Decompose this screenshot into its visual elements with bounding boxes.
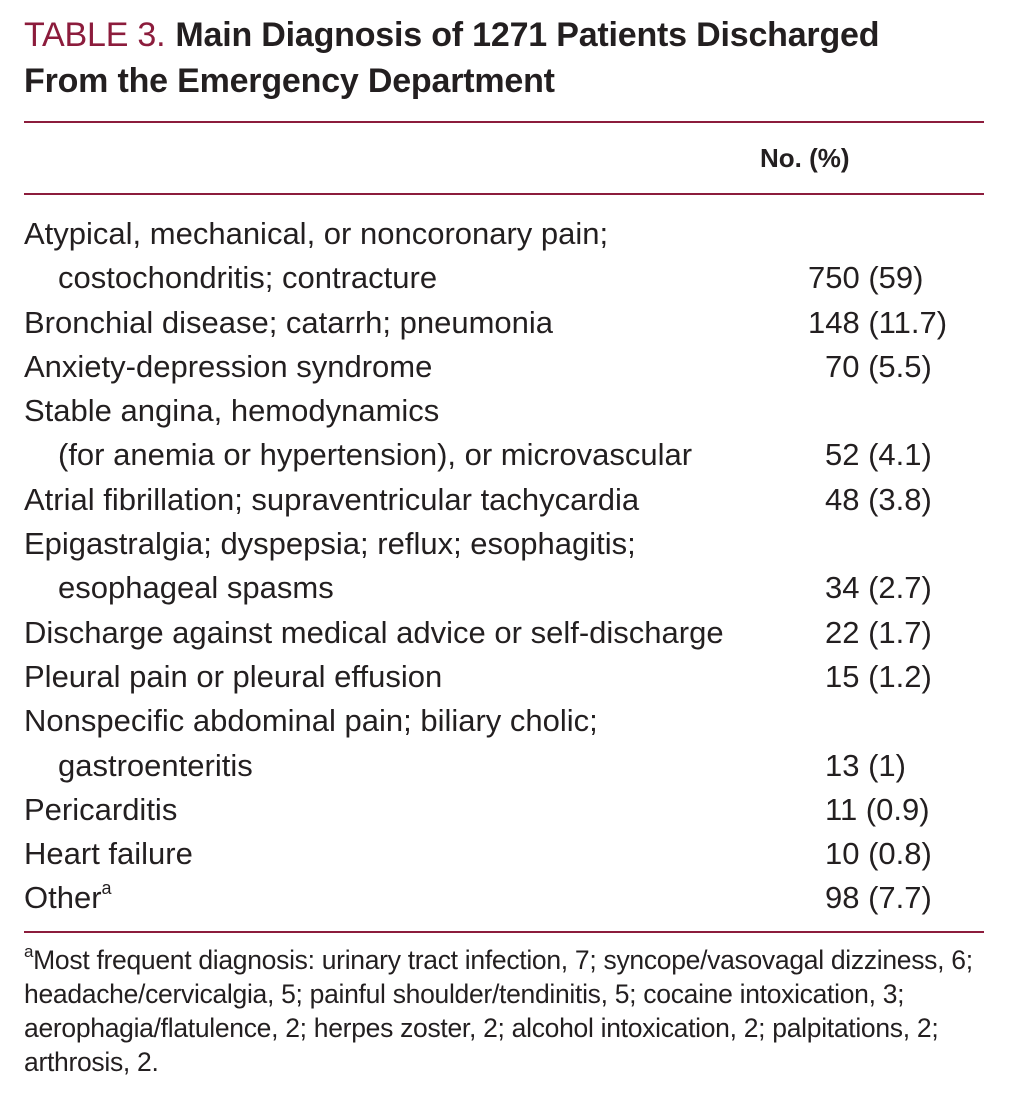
footnote-marker: a xyxy=(24,941,34,961)
count-cell: 11 (0.9) xyxy=(825,791,930,827)
table-row xyxy=(24,522,984,611)
table-row xyxy=(24,788,984,832)
diagnosis-line2: gastroenteritis xyxy=(58,747,253,783)
table-row xyxy=(24,832,984,876)
count-cell: 52 (4.1) xyxy=(825,437,932,473)
table-row xyxy=(24,699,984,788)
table-row xyxy=(24,876,984,920)
count-cell: 98 (7.7) xyxy=(825,880,932,916)
table-row xyxy=(24,345,984,389)
diagnosis-line1: Heart failure xyxy=(24,836,193,872)
diagnosis-line1: Epigastralgia; dyspepsia; reflux; esophagitis; xyxy=(24,526,636,562)
diagnosis-cell xyxy=(24,345,808,389)
column-header-count: No. (%) xyxy=(760,142,850,173)
count-cell: 13 (1) xyxy=(825,747,906,783)
table-body xyxy=(24,195,984,931)
diagnosis-line1: Anxiety-depression syndrome xyxy=(24,348,433,384)
table-row xyxy=(24,389,984,478)
table-title-line2: From the Emergency Department xyxy=(24,62,555,100)
diagnosis-line1: Other xyxy=(24,880,102,916)
footnote-text: Most frequent diagnosis: urinary tract infection, 7; syncope/vasovagal dizziness, 6; headache/cervicalgia, 5; painful shoulder/tendinitis, 5; cocaine intoxication, 3; aerophagia/flatulence, 2; herpes zoster, 2; alcohol intoxication, 2; palpitations, 2; arthrosis, 2. xyxy=(24,944,973,1077)
count-cell: 148 (11.7) xyxy=(808,304,948,340)
diagnosis-line2: esophageal spasms xyxy=(58,570,334,606)
diagnosis-line1: Nonspecific abdominal pain; biliary cholic; xyxy=(24,703,598,739)
diagnosis-cell xyxy=(24,876,808,920)
table-row xyxy=(24,212,984,301)
count-cell: 70 (5.5) xyxy=(825,348,932,384)
count-cell: 15 (1.2) xyxy=(825,658,932,694)
diagnosis-line1: Atrial fibrillation; supraventricular tachycardia xyxy=(24,481,640,517)
table-row xyxy=(24,611,984,655)
diagnosis-line1: Stable angina, hemodynamics xyxy=(24,393,440,429)
table-header-row xyxy=(24,123,984,193)
diagnosis-cell xyxy=(24,522,808,611)
diagnosis-cell xyxy=(24,655,808,699)
diagnosis-cell xyxy=(24,478,808,522)
table-title xyxy=(24,12,984,104)
diagnosis-cell xyxy=(24,212,808,301)
count-cell: 48 (3.8) xyxy=(825,481,932,517)
diagnosis-cell xyxy=(24,301,808,345)
table-row xyxy=(24,478,984,522)
table-footnote xyxy=(24,943,989,1079)
diagnosis-line1: Atypical, mechanical, or noncoronary pain; xyxy=(24,216,609,251)
table-label: TABLE 3. xyxy=(24,16,166,54)
diagnosis-line2: costochondritis; contracture xyxy=(58,260,438,296)
table-row xyxy=(24,655,984,699)
footnote-ref: a xyxy=(101,878,112,899)
table-row xyxy=(24,301,984,345)
table-title-line1: Main Diagnosis of 1271 Patients Discharged xyxy=(175,16,880,54)
diagnosis-cell xyxy=(24,699,808,788)
diagnosis-cell xyxy=(24,611,808,655)
count-cell: 10 (0.8) xyxy=(825,836,932,872)
count-cell: 22 (1.7) xyxy=(825,614,932,650)
bottom-rule xyxy=(24,931,984,933)
diagnosis-cell xyxy=(24,832,808,876)
diagnosis-line1: Pleural pain or pleural effusion xyxy=(24,658,443,694)
diagnosis-line2: (for anemia or hypertension), or microvascular xyxy=(58,437,693,473)
diagnosis-line1: Pericarditis xyxy=(24,791,178,827)
diagnosis-cell xyxy=(24,389,808,478)
diagnosis-line1: Bronchial disease; catarrh; pneumonia xyxy=(24,304,554,340)
diagnosis-line1: Discharge against medical advice or self-discharge xyxy=(24,614,724,650)
count-cell: 34 (2.7) xyxy=(825,570,932,606)
count-cell: 750 (59) xyxy=(808,260,924,296)
diagnosis-cell xyxy=(24,788,808,832)
